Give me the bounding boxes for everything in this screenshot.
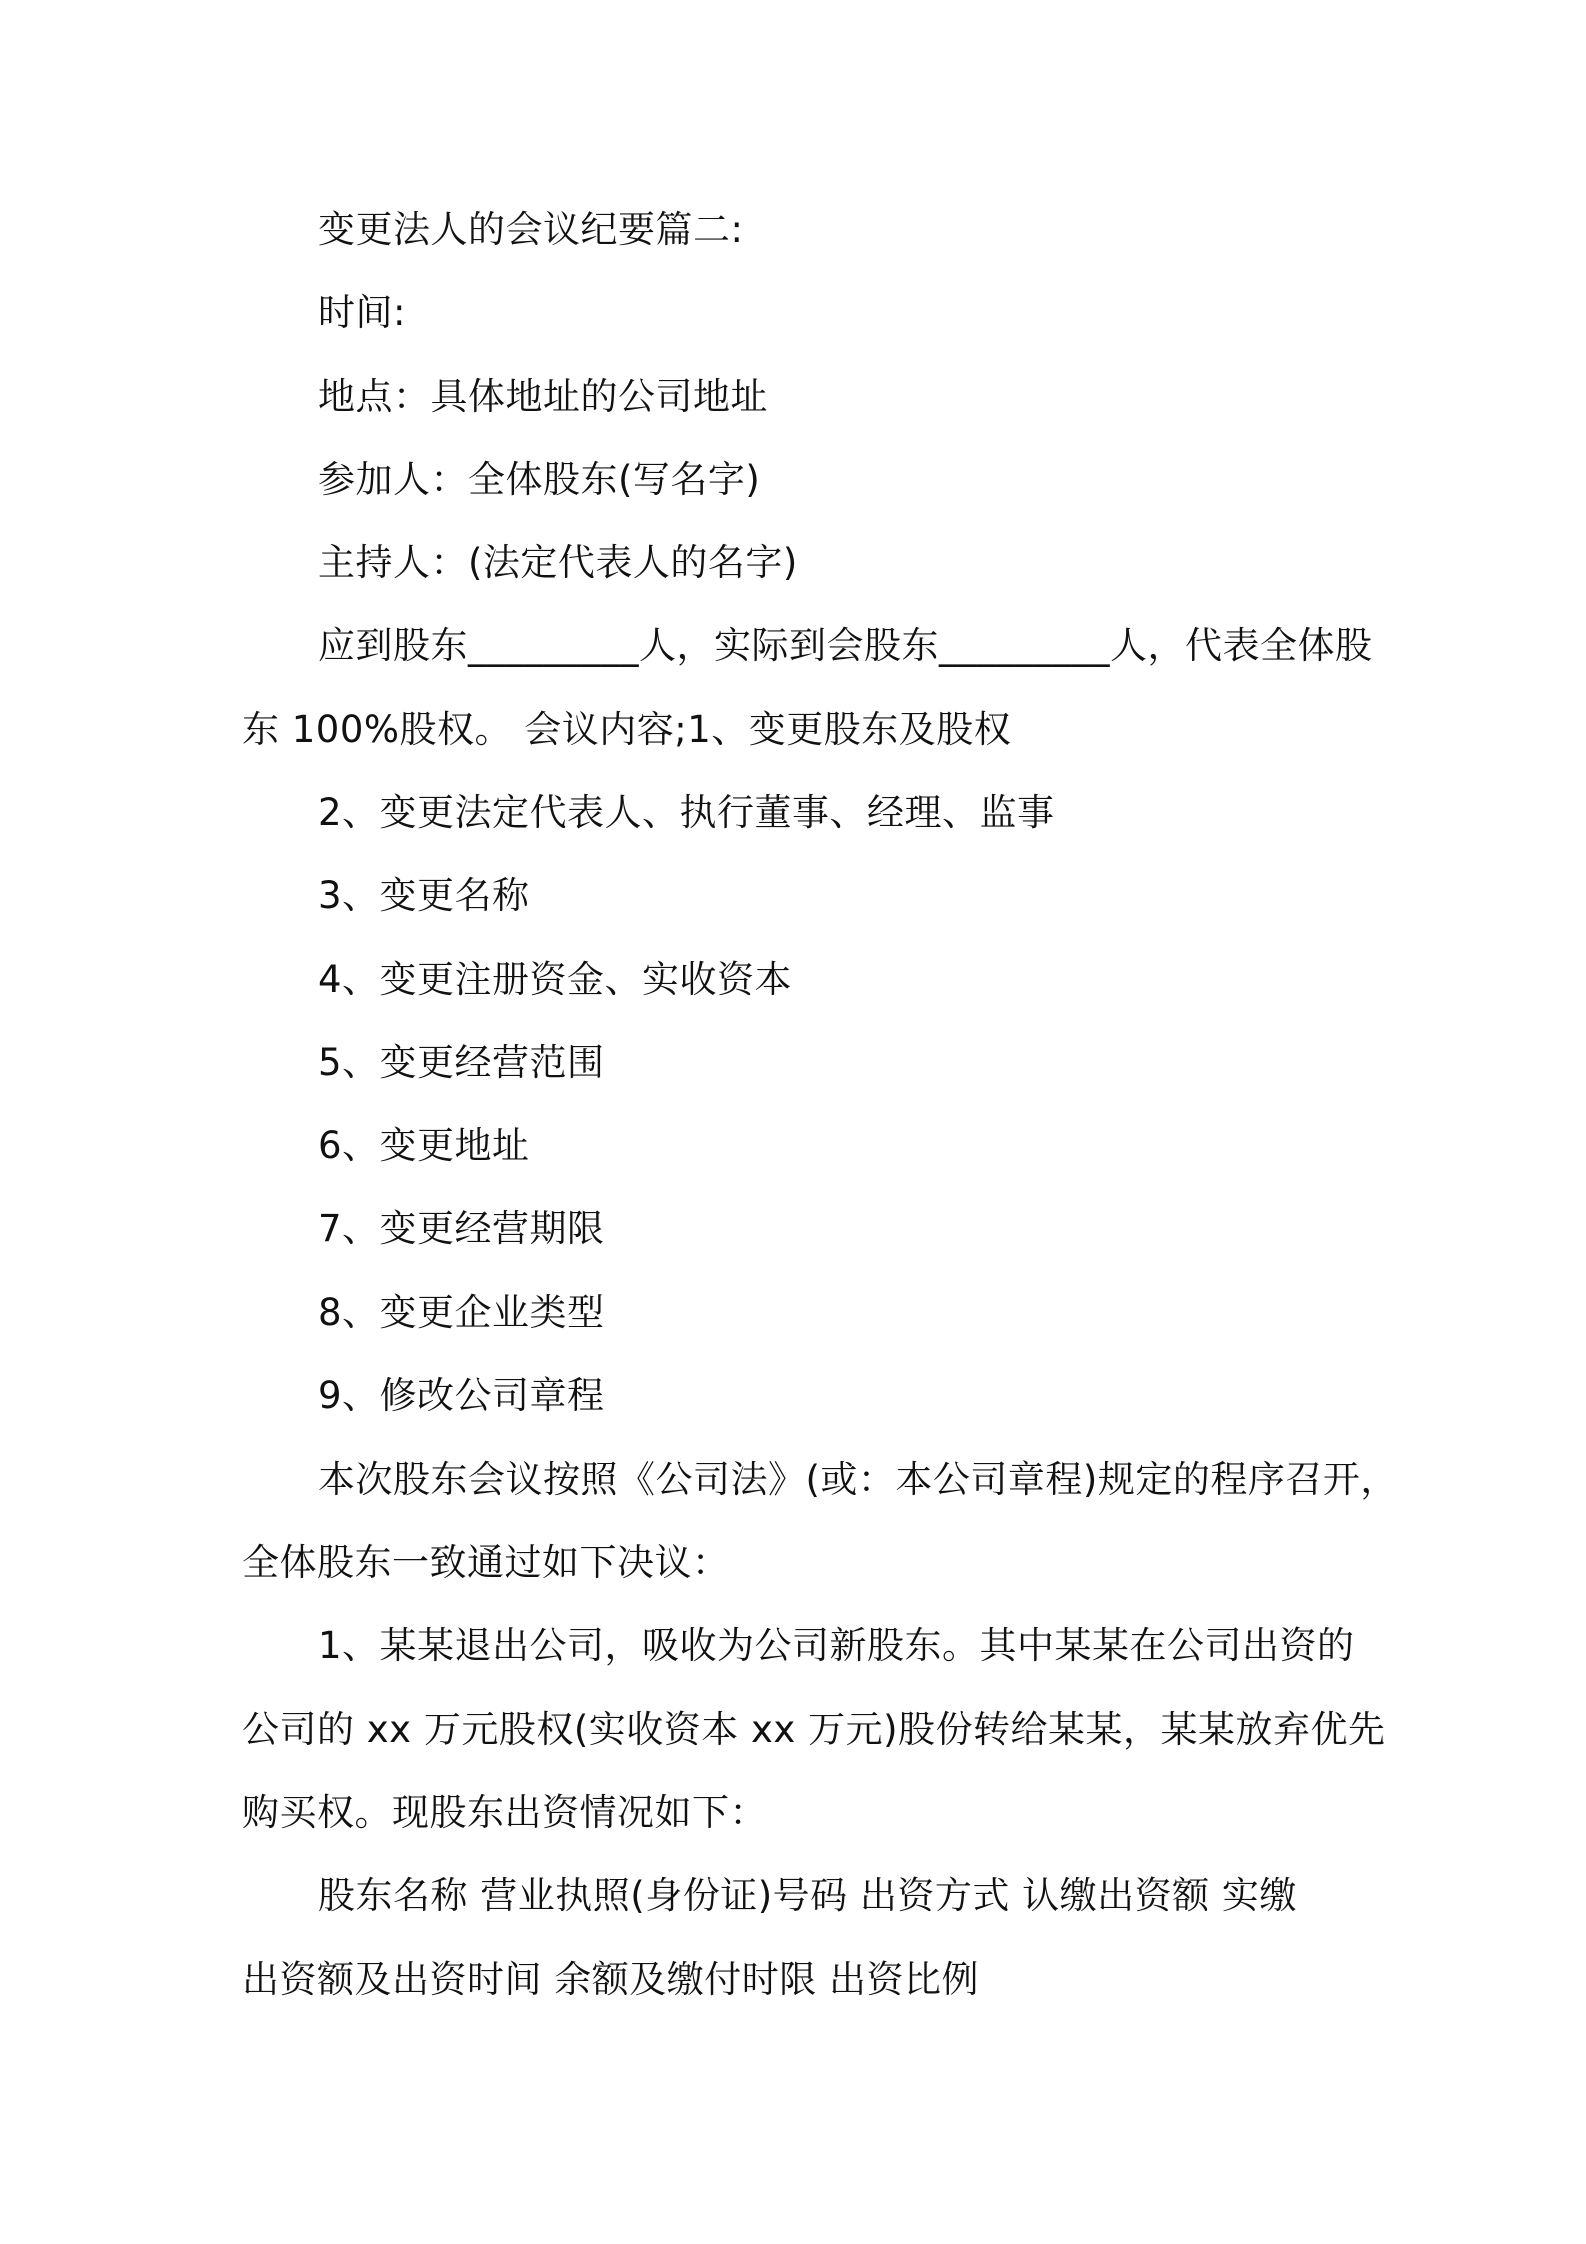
meeting-host: 主持人：(法定代表人的名字): [318, 541, 798, 584]
meeting-attendees: 参加人：全体股东(写名字): [318, 458, 761, 501]
agenda-item-7: 7、变更经营期限: [318, 1207, 605, 1250]
agenda-item-9: 9、修改公司章程: [318, 1374, 605, 1417]
shareholder-table-header-2: 出资额及出资时间 余额及缴付时限 出资比例: [242, 1958, 980, 2001]
section-title: 变更法人的会议纪要篇二:: [318, 208, 744, 251]
resolution-1-line-3: 购买权。现股东出资情况如下：: [242, 1791, 767, 1834]
attendance-line-1: 应到股东_________人，实际到会股东_________人，代表全体股: [318, 624, 1373, 667]
agenda-item-8: 8、变更企业类型: [318, 1291, 605, 1334]
agenda-item-5: 5、变更经营范围: [318, 1041, 605, 1084]
agenda-item-2: 2、变更法定代表人、执行董事、经理、监事: [318, 791, 1055, 834]
attendance-line-2: 东 100%股权。 会议内容;1、变更股东及股权: [242, 708, 1012, 751]
meeting-location: 地点：具体地址的公司地址: [318, 375, 768, 418]
agenda-item-3: 3、变更名称: [318, 874, 530, 917]
resolution-intro-2: 全体股东一致通过如下决议：: [242, 1541, 730, 1584]
resolution-intro-1: 本次股东会议按照《公司法》(或：本公司章程)规定的程序召开，: [318, 1458, 1398, 1501]
resolution-1-line-2: 公司的 xx 万元股权(实收资本 xx 万元)股份转给某某，某某放弃优先: [242, 1708, 1386, 1751]
shareholder-table-header-1: 股东名称 营业执照(身份证)号码 出资方式 认缴出资额 实缴: [318, 1874, 1297, 1917]
meeting-time: 时间:: [318, 291, 406, 334]
agenda-item-6: 6、变更地址: [318, 1124, 530, 1167]
agenda-item-4: 4、变更注册资金、实收资本: [318, 958, 793, 1001]
resolution-1-line-1: 1、某某退出公司，吸收为公司新股东。其中某某在公司出资的: [318, 1624, 1355, 1667]
